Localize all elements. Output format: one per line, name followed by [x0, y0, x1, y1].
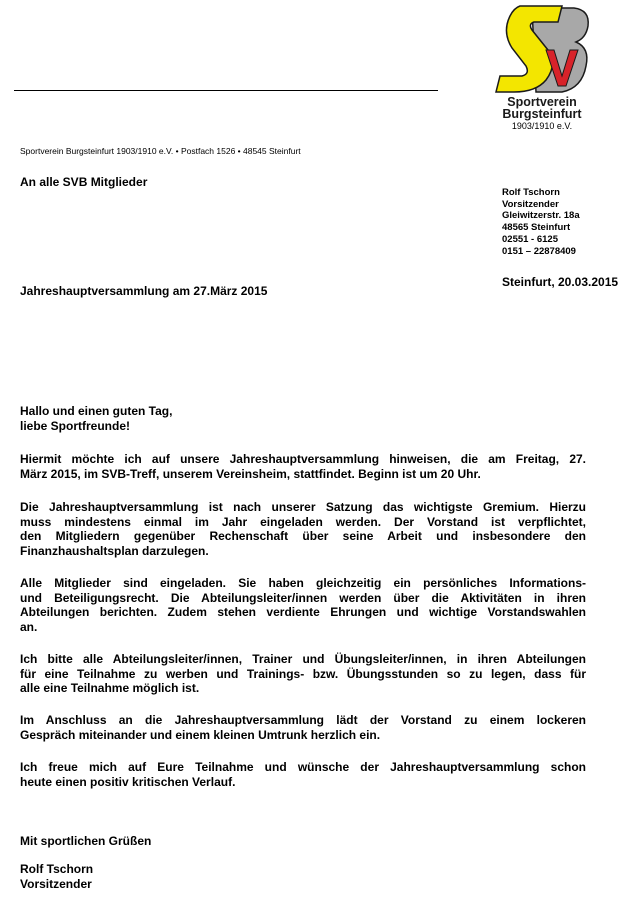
greeting-line1: Hallo und einen guten Tag,	[20, 404, 173, 418]
paragraph-line: Ich freue mich auf Eure Teilnahme und wünsche der Jahreshauptversammlung schon	[20, 760, 586, 774]
club-logo	[480, 4, 604, 134]
signature-name: Rolf Tschorn	[20, 862, 94, 876]
paragraph-closing-wish	[20, 760, 586, 789]
closing-salutation	[20, 834, 586, 849]
paragraph-line: und Beteiligungsrecht. Die Abteilungsleiter/innen werden über die Aktivitäten in ihren	[20, 590, 586, 605]
letter-subject: Jahreshauptversammlung am 27.März 2015	[20, 284, 268, 298]
paragraph-line: Finanzhaushaltsplan darzulegen.	[20, 543, 209, 558]
paragraph-line: muss mindestens einmal im Jahr eingeladen werden. Der Vorstand ist verpflichtet,	[20, 514, 586, 529]
logo-founding-years: 1903/1910 e.V.	[511, 121, 573, 131]
paragraph-invitation	[20, 452, 586, 481]
paragraph-line: Gespräch miteinander und einem kleinen Umtrunk herzlich ein.	[20, 727, 381, 742]
paragraph-line: den Mitgliedern gegenüber Rechenschaft über seine Arbeit und insbesondere den	[20, 529, 586, 543]
paragraph-line: Ich bitte alle Abteilungsleiter/innen, Trainer und Übungsleiter/innen, in ihren Abteilungen	[20, 652, 586, 666]
signature-role: Vorsitzender	[20, 876, 92, 891]
paragraph-line: heute einen positiv kritischen Verlauf.	[20, 774, 236, 789]
paragraph-line: Abteilungen berichten. Zudem stehen verdiente Ehrungen und wichtige Vorstandswahlen	[20, 605, 586, 619]
greeting	[20, 404, 586, 433]
paragraph-line: alle eine Teilnahme möglich ist.	[20, 681, 200, 695]
paragraph-department-leaders	[20, 652, 586, 696]
contact-phone: 02551 - 6125	[502, 233, 558, 245]
paragraph-line: Alle Mitglieder sind eingeladen. Sie haben gleichzeitig ein persönliches Informations-	[20, 576, 586, 590]
contact-block	[502, 187, 580, 257]
contact-street: Gleiwitzerstr. 18a	[502, 210, 580, 222]
header-divider	[14, 90, 438, 91]
recipient-line: An alle SVB Mitglieder	[20, 175, 148, 189]
paragraph-line: für eine Teilnahme zu werben und Trainings- bzw. Übungsstunden so zu legen, dass für	[20, 666, 586, 681]
paragraph-line: Im Anschluss an die Jahreshauptversammlung lädt der Vorstand zu einem lockeren	[20, 713, 586, 727]
paragraph-line: März 2015, im SVB-Treff, unserem Vereinsheim, stattfindet. Beginn ist um 20 Uhr.	[20, 466, 481, 481]
paragraph-line: Hiermit möchte ich auf unsere Jahreshauptversammlung hinweisen, die am Freitag, 27.	[20, 452, 586, 466]
sender-address-line: Sportverein Burgsteinfurt 1903/1910 e.V. • Postfach 1526 • 48545 Steinfurt	[20, 146, 301, 156]
contact-city: 48565 Steinfurt	[502, 222, 571, 234]
paragraph-line: Die Jahreshauptversammlung ist nach unserer Satzung das wichtigste Gremium. Hierzu	[20, 500, 586, 514]
contact-name: Rolf Tschorn	[502, 187, 560, 198]
paragraph-reception	[20, 713, 586, 742]
logo-name-line1: Sportverein	[507, 95, 577, 109]
greeting-line2: liebe Sportfreunde!	[20, 418, 131, 433]
logo-name-line2: Burgsteinfurt	[502, 107, 582, 121]
letter-date: Steinfurt, 20.03.2015	[502, 275, 619, 289]
signature-block	[20, 862, 586, 891]
paragraph-line: an.	[20, 619, 38, 634]
closing-text: Mit sportlichen Grüßen	[20, 834, 152, 848]
paragraph-gremium	[20, 500, 586, 558]
contact-mobile: 0151 – 22878409	[502, 245, 576, 257]
paragraph-members	[20, 576, 586, 634]
contact-role: Vorsitzender	[502, 198, 559, 210]
sv-logo-icon	[492, 4, 592, 96]
